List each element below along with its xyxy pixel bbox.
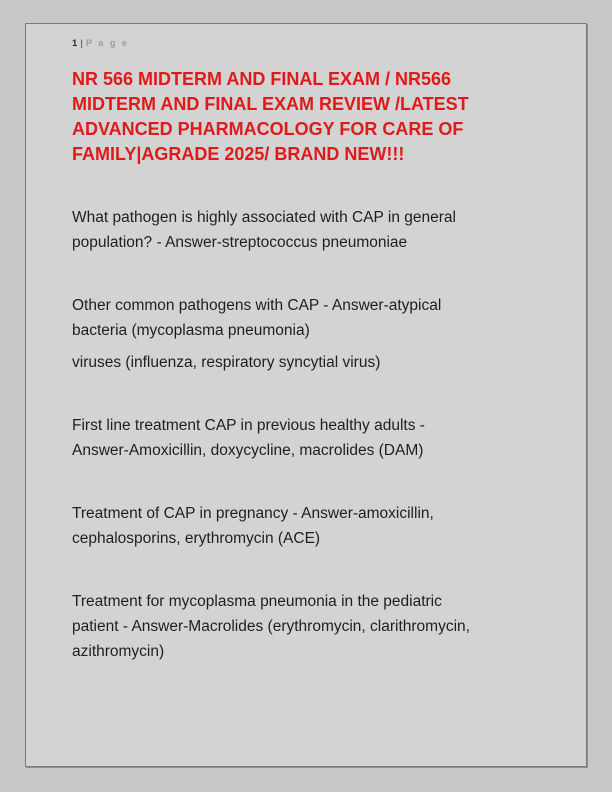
page-header	[72, 37, 542, 50]
page-header-label: P a g e	[85, 38, 129, 48]
document-page	[25, 23, 587, 767]
qa-paragraph-pediatric-treatment: Treatment for mycoplasma pneumonia in the pediatric patient - Answer-Macrolides (erythromycin, clarithromycin, azithromycin)	[72, 593, 470, 660]
document-title: NR 566 MIDTERM AND FINAL EXAM / NR566 MIDTERM AND FINAL EXAM REVIEW /LATEST ADVANCED PHARMACOLOGY FOR CARE OF FAMILY|AGRADE 2025/ BRAND NEW!!!	[72, 69, 469, 164]
qa-paragraph-viruses: viruses (influenza, respiratory syncytial virus)	[72, 354, 381, 371]
qa-paragraph-pregnancy-treatment: Treatment of CAP in pregnancy - Answer-amoxicillin, cephalosporins, erythromycin (ACE)	[72, 505, 434, 547]
page-number: 1	[72, 38, 78, 49]
qa-paragraph-cap-pathogen: What pathogen is highly associated with CAP in general population? - Answer-streptococcus pneumoniae	[72, 209, 456, 251]
qa-paragraph-other-pathogens: Other common pathogens with CAP - Answer-atypical bacteria (mycoplasma pneumonia)	[72, 297, 442, 339]
page-header-divider: |	[80, 38, 83, 49]
qa-paragraph-first-line-treatment: First line treatment CAP in previous healthy adults - Answer-Amoxicillin, doxycycline, macrolides (DAM)	[72, 417, 425, 459]
